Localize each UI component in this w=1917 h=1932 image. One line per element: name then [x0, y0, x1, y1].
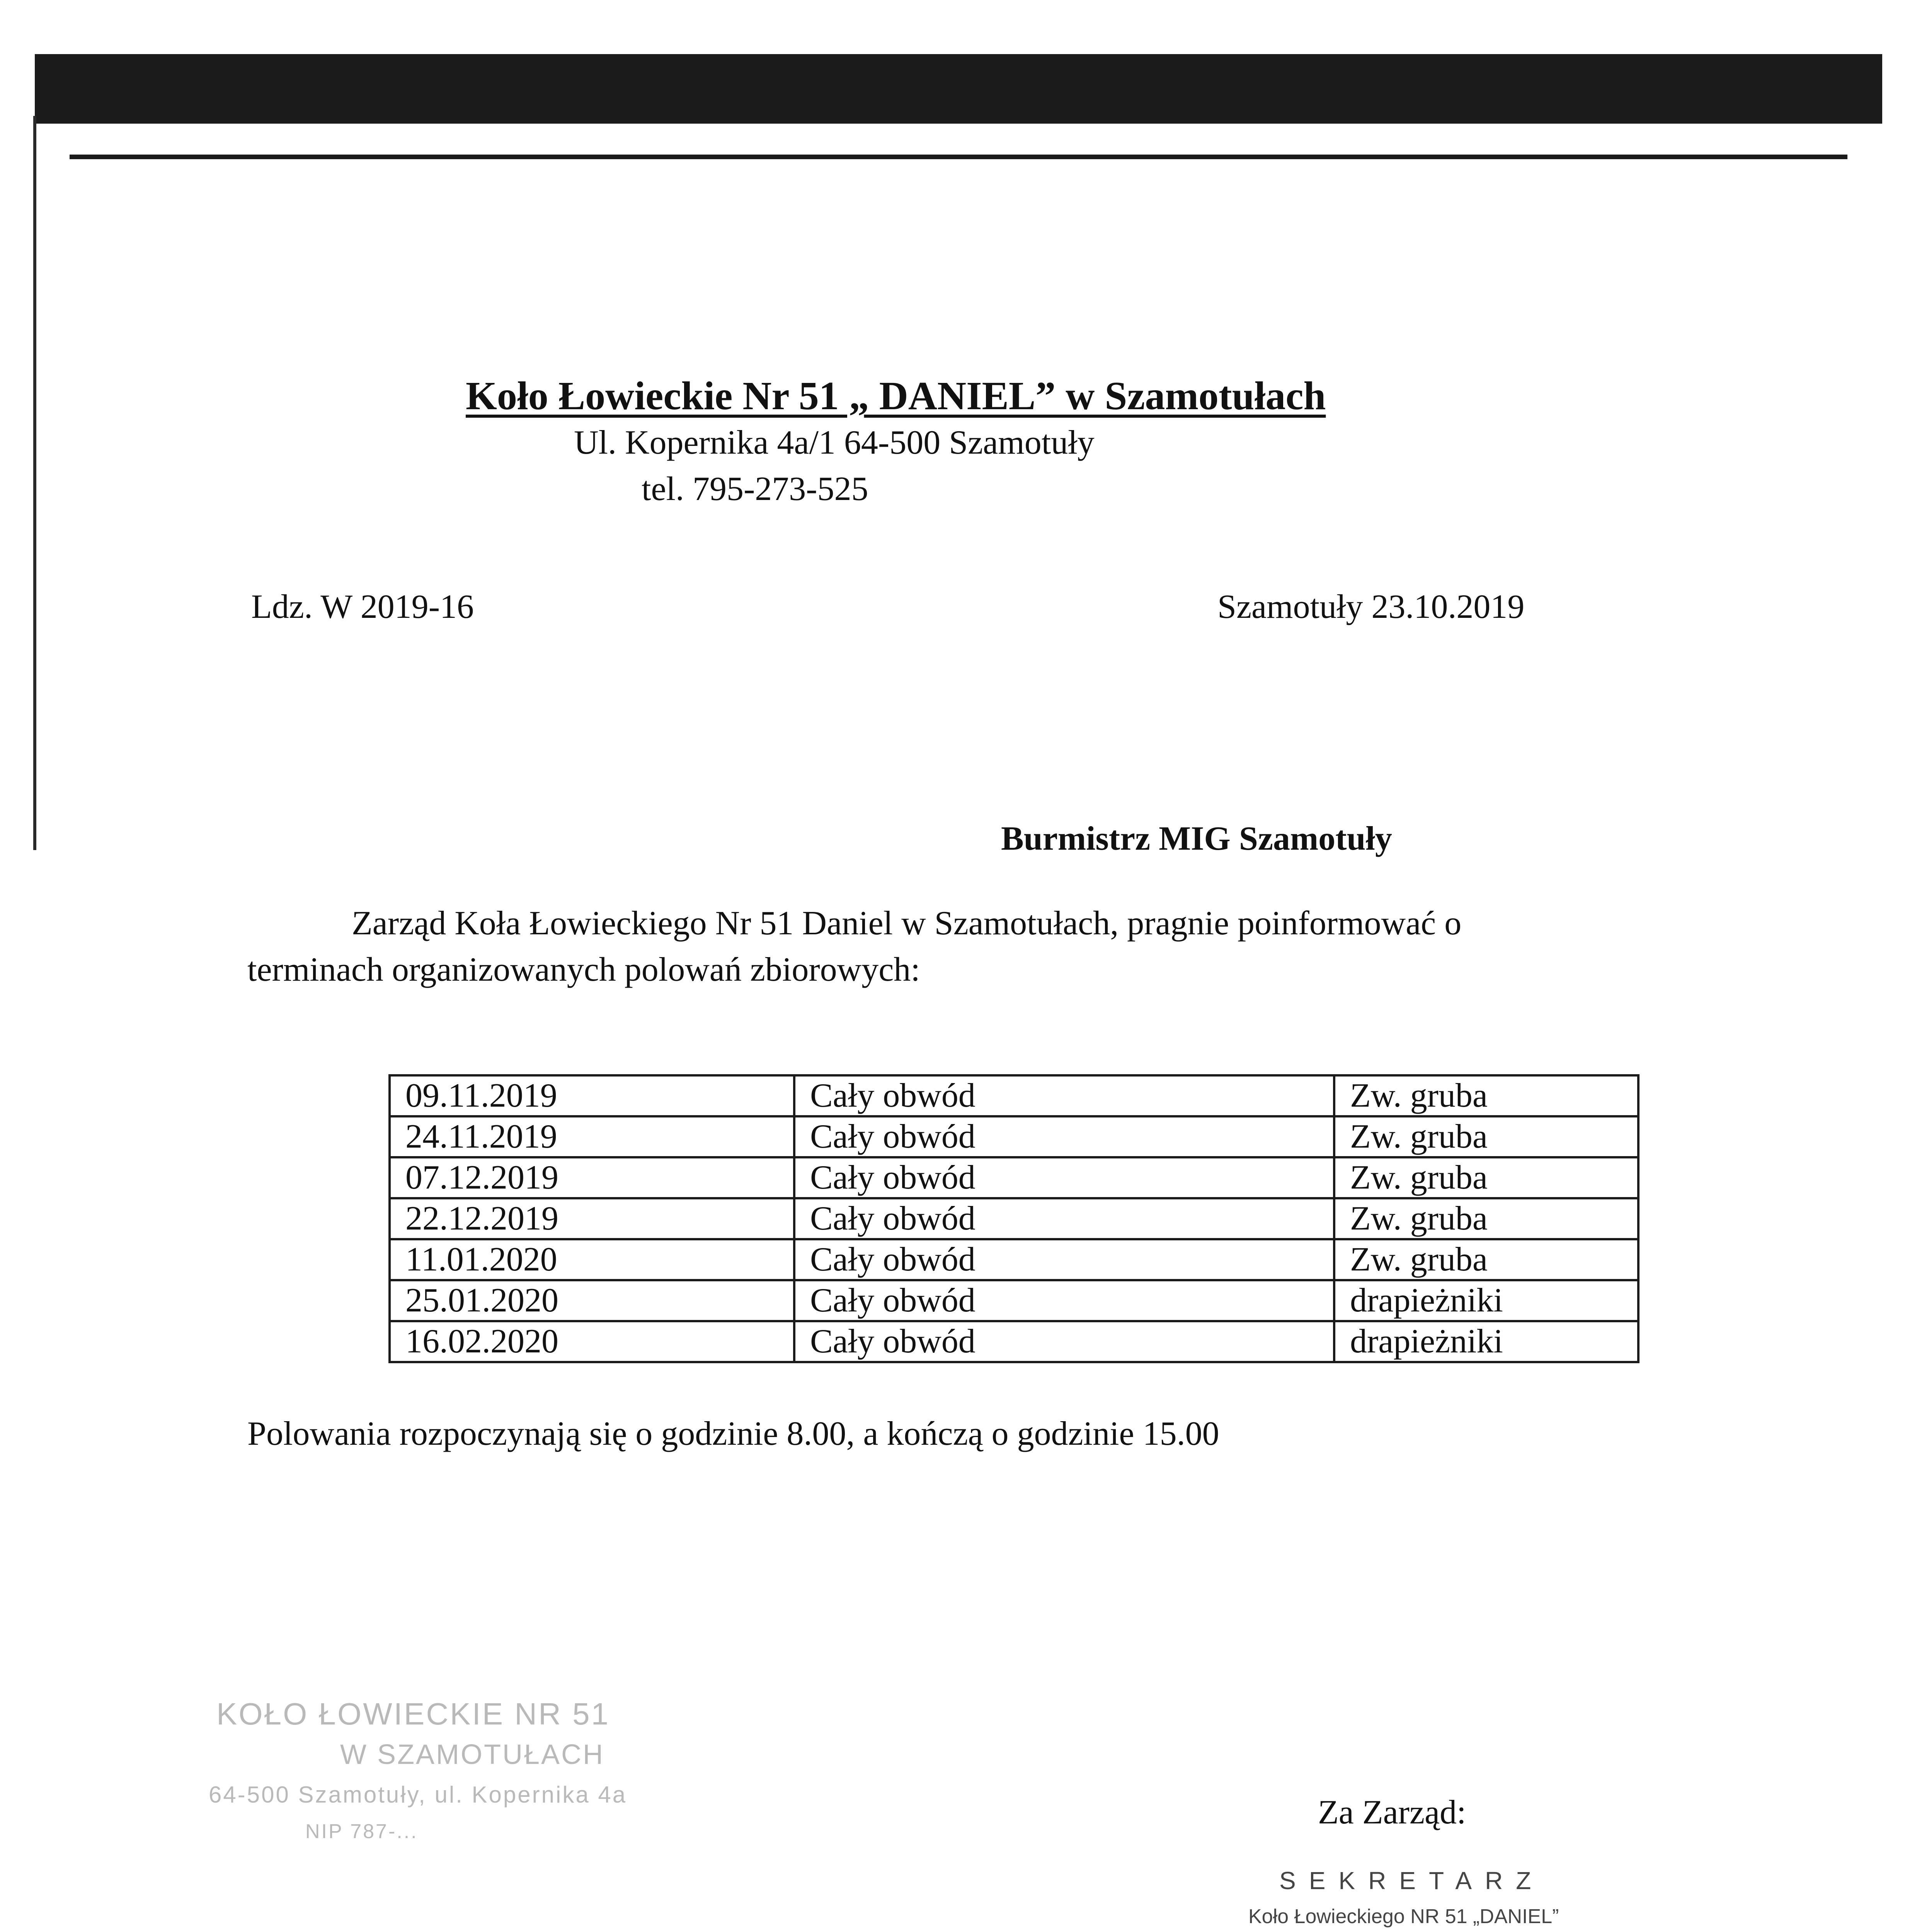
- hunt-game: Zw. gruba: [1334, 1075, 1638, 1116]
- hunt-area: Cały obwód: [794, 1116, 1334, 1157]
- stamp-line: KOŁO ŁOWIECKIE NR 51: [216, 1697, 610, 1731]
- organization-address: Ul. Kopernika 4a/1 64-500 Szamotuły: [574, 424, 1095, 461]
- signature-org: Koło Łowieckiego NR 51 „DANIEL”: [1248, 1905, 1559, 1928]
- scan-left-edge: [33, 116, 36, 850]
- hunt-area: Cały obwód: [794, 1157, 1334, 1198]
- scan-top-rule: [70, 155, 1847, 159]
- table-row: [390, 1116, 1638, 1157]
- hunt-date: 09.11.2019: [390, 1075, 794, 1116]
- hunt-date: 25.01.2020: [390, 1280, 794, 1321]
- hunt-game: Zw. gruba: [1334, 1116, 1638, 1157]
- hunt-area: Cały obwód: [794, 1198, 1334, 1239]
- signature-block: [1245, 1866, 1616, 1932]
- table-row: [390, 1075, 1638, 1116]
- table-row: [390, 1239, 1638, 1280]
- hunt-date: 11.01.2020: [390, 1239, 794, 1280]
- table-row: [390, 1321, 1638, 1362]
- hunt-date: 22.12.2019: [390, 1198, 794, 1239]
- hunt-game: Zw. gruba: [1334, 1157, 1638, 1198]
- hunt-game: Zw. gruba: [1334, 1198, 1638, 1239]
- hunt-date: 24.11.2019: [390, 1116, 794, 1157]
- table-row: [390, 1157, 1638, 1198]
- stamp-line: NIP 787-...: [305, 1820, 418, 1843]
- hunt-schedule-table: [388, 1074, 1639, 1363]
- organization-name: Koło Łowieckie Nr 51 „ DANIEL” w Szamotułach: [466, 374, 1326, 418]
- hours-note: Polowania rozpoczynają się o godzinie 8.00, a kończą o godzinie 15.00: [247, 1415, 1219, 1452]
- hunt-area: Cały obwód: [794, 1280, 1334, 1321]
- signature-label: Za Zarząd:: [1318, 1794, 1466, 1831]
- document-date: Szamotuły 23.10.2019: [1217, 588, 1525, 626]
- organization-phone: tel. 795-273-525: [642, 470, 868, 508]
- stamp-line: 64-500 Szamotuły, ul. Kopernika 4a: [209, 1782, 627, 1808]
- hunt-area: Cały obwód: [794, 1321, 1334, 1362]
- faded-stamp: [209, 1696, 719, 1866]
- hunt-game: drapieżniki: [1334, 1321, 1638, 1362]
- table-row: [390, 1280, 1638, 1321]
- scan-top-border: [35, 54, 1882, 124]
- hunt-date: 07.12.2019: [390, 1157, 794, 1198]
- hunt-game: Zw. gruba: [1334, 1239, 1638, 1280]
- signature-title: SEKRETARZ: [1279, 1867, 1544, 1895]
- stamp-line: W SZAMOTUŁACH: [340, 1739, 605, 1770]
- hunt-date: 16.02.2020: [390, 1321, 794, 1362]
- handwritten-signature-icon: [1302, 1920, 1573, 1932]
- hunt-area: Cały obwód: [794, 1239, 1334, 1280]
- hunt-area: Cały obwód: [794, 1075, 1334, 1116]
- hunt-game: drapieżniki: [1334, 1280, 1638, 1321]
- table-row: [390, 1198, 1638, 1239]
- intro-paragraph: Zarząd Koła Łowieckiego Nr 51 Daniel w Szamotułach, pragnie poinformować o terminach organizowanych polowań zbiorowych:: [247, 905, 1462, 988]
- recipient: Burmistrz MIG Szamotuły: [1001, 820, 1392, 857]
- reference-number: Ldz. W 2019-16: [251, 588, 474, 626]
